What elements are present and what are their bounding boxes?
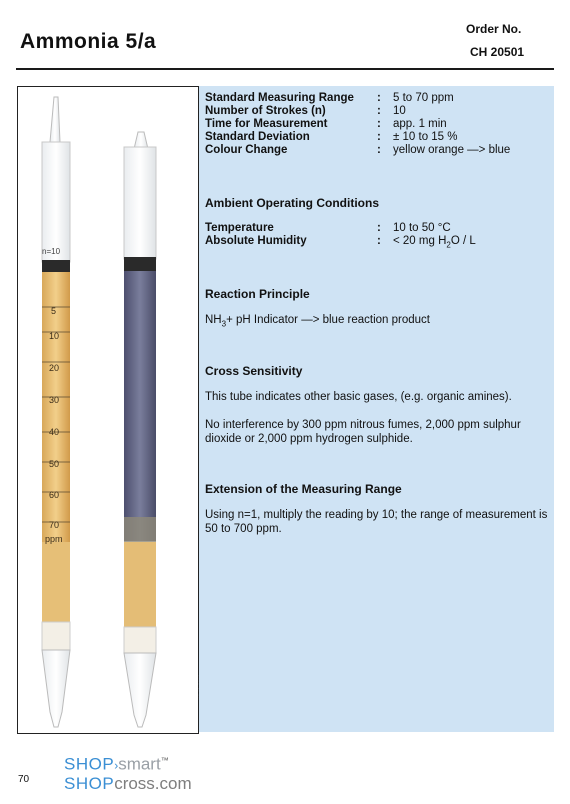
spec-row: Time for Measurement : app. 1 min <box>205 118 447 130</box>
tube-scale-unit: ppm <box>45 534 63 544</box>
cross-sensitivity-para-1: This tube indicates other basic gases, (e.g. organic amines). <box>205 391 512 403</box>
tube-scale-40: 40 <box>49 427 60 437</box>
reaction-heading: Reaction Principle <box>205 287 310 301</box>
spec-row: Number of Strokes (n) : 10 <box>205 105 406 117</box>
spec-label: Time for Measurement <box>205 118 328 130</box>
spec-table <box>205 92 510 157</box>
ambient-row: Temperature : 10 to 50 °C <box>205 222 451 234</box>
tube-scale-60: 60 <box>49 490 60 500</box>
tube-top-label: n=10 <box>42 247 61 256</box>
spec-value: yellow orange —> blue <box>393 144 511 156</box>
unused-tube <box>42 97 70 727</box>
info-panel <box>199 86 554 732</box>
tube-scale-70: 70 <box>49 520 60 530</box>
extension-heading: Extension of the Measuring Range <box>205 482 402 496</box>
ambient-label: Absolute Humidity <box>205 235 307 247</box>
cross-sensitivity-heading: Cross Sensitivity <box>205 364 303 378</box>
spec-value: ± 10 to 15 % <box>393 131 458 143</box>
order-number-label: Order No. <box>466 22 522 36</box>
ambient-row: Absolute Humidity : < 20 mg $H_2O$ / L <box>205 235 476 250</box>
ambient-label: Temperature <box>205 222 274 234</box>
spec-row: Standard Deviation : ± 10 to 15 % <box>205 131 458 143</box>
tube-scale-5: 5 <box>51 306 57 316</box>
ambient-value: < 20 mg $H_2O$ / L <box>393 235 476 250</box>
tube-scale-30: 30 <box>49 395 60 405</box>
tube-image <box>17 86 199 734</box>
ambient-value: 10 to 50 °C <box>393 222 451 234</box>
spec-value: app. 1 min <box>393 118 447 130</box>
tube-scale-50: 50 <box>49 459 60 469</box>
page-title: Ammonia 5/a <box>20 30 157 53</box>
ambient-heading: Ambient Operating Conditions <box>205 196 379 210</box>
extension-text: Using n=1, multiply the reading by 10; the range of measurement is 50 to 700 ppm. <box>205 509 548 535</box>
spec-label: Colour Change <box>205 144 288 156</box>
reaction-text: $NH_3+$ pH Indicator —> blue reaction product <box>205 314 431 329</box>
spec-label: Standard Measuring Range <box>205 92 354 104</box>
spec-label: Number of Strokes (n) <box>205 105 326 117</box>
tube-illustration <box>18 87 198 733</box>
page-number: 70 <box>18 774 30 785</box>
spec-label: Standard Deviation <box>205 131 310 143</box>
spec-row: Standard Measuring Range : 5 to 70 ppm <box>205 92 454 104</box>
order-number-value: CH 20501 <box>470 45 525 59</box>
header-rule <box>16 68 554 70</box>
spec-row: Colour Change : yellow orange —> blue <box>205 144 511 156</box>
used-tube <box>124 132 156 727</box>
spec-value: 10 <box>393 105 406 117</box>
tube-scale-20: 20 <box>49 363 60 373</box>
cross-sensitivity-para-2: No interference by 300 ppm nitrous fumes, 2,000 ppm sulphur dioxide or 2,000 ppm hydrogen sulphide. <box>205 419 521 445</box>
tube-scale-10: 10 <box>49 331 60 341</box>
shopsmart-logo: SHOP›smart™ SHOPcross.com <box>64 754 192 793</box>
spec-value: 5 to 70 ppm <box>393 92 454 104</box>
ambient-table <box>205 222 476 251</box>
